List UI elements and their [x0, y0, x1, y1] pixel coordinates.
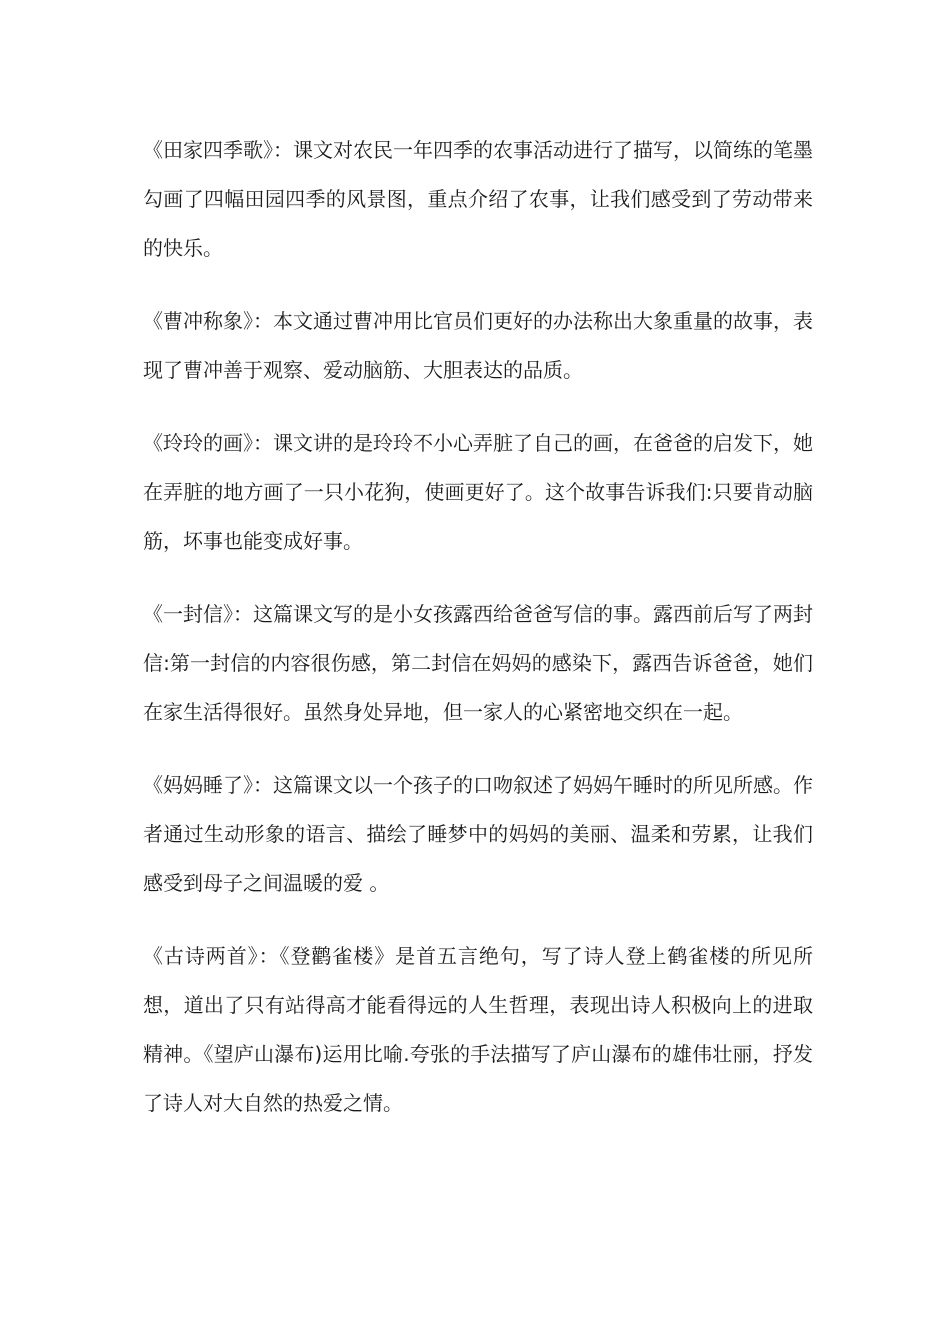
document-body — [143, 126, 813, 1152]
paragraph-gu-shi-liang-shou: 《古诗两首》：《登鹳雀楼》是首五言绝句，写了诗人登上鹤雀楼的所见所想，道出了只有站得高才能看得远的人生哲理，表现出诗人积极向上的进取精神。《望庐山瀑布)运用比喻.夸张的手法描写了庐山瀑布的雄伟壮丽，抒发了诗人对大自然的热爱之情。 — [143, 944, 813, 1115]
paragraph-ling-ling-de-hua: 《玲玲的画》：课文讲的是玲玲不小心弄脏了自己的画，在爸爸的启发下，她在弄脏的地方画了一只小花狗，使画更好了。这个故事告诉我们:只要肯动脑筋，坏事也能变成好事。 — [143, 431, 813, 553]
paragraph-tian-jia-si-ji-ge: 《田家四季歌》：课文对农民一年四季的农事活动进行了描写，以简练的笔墨勾画了四幅田园四季的风景图，重点介绍了农事，让我们感受到了劳动带来的快乐。 — [143, 138, 813, 260]
paragraph-ma-ma-shui-le: 《妈妈睡了》：这篇课文以一个孩子的口吻叙述了妈妈午睡时的所见所感。作者通过生动形象的语言、描绘了睡梦中的妈妈的美丽、温柔和劳累，让我们感受到母子之间温暖的爱 。 — [143, 773, 813, 895]
paragraph-yi-feng-xin: 《一封信》：这篇课文写的是小女孩露西给爸爸写信的事。露西前后写了两封信:第一封信的内容很伤感，第二封信在妈妈的感染下，露西告诉爸爸，她们在家生活得很好。虽然身处异地，但一家人的心紧密地交织在一起。 — [143, 602, 813, 724]
paragraph-cao-chong-cheng-xiang: 《曹冲称象》：本文通过曹冲用比官员们更好的办法称出大象重量的故事，表现了曹冲善于观察、爱动脑筋、大胆表达的品质。 — [143, 309, 813, 382]
